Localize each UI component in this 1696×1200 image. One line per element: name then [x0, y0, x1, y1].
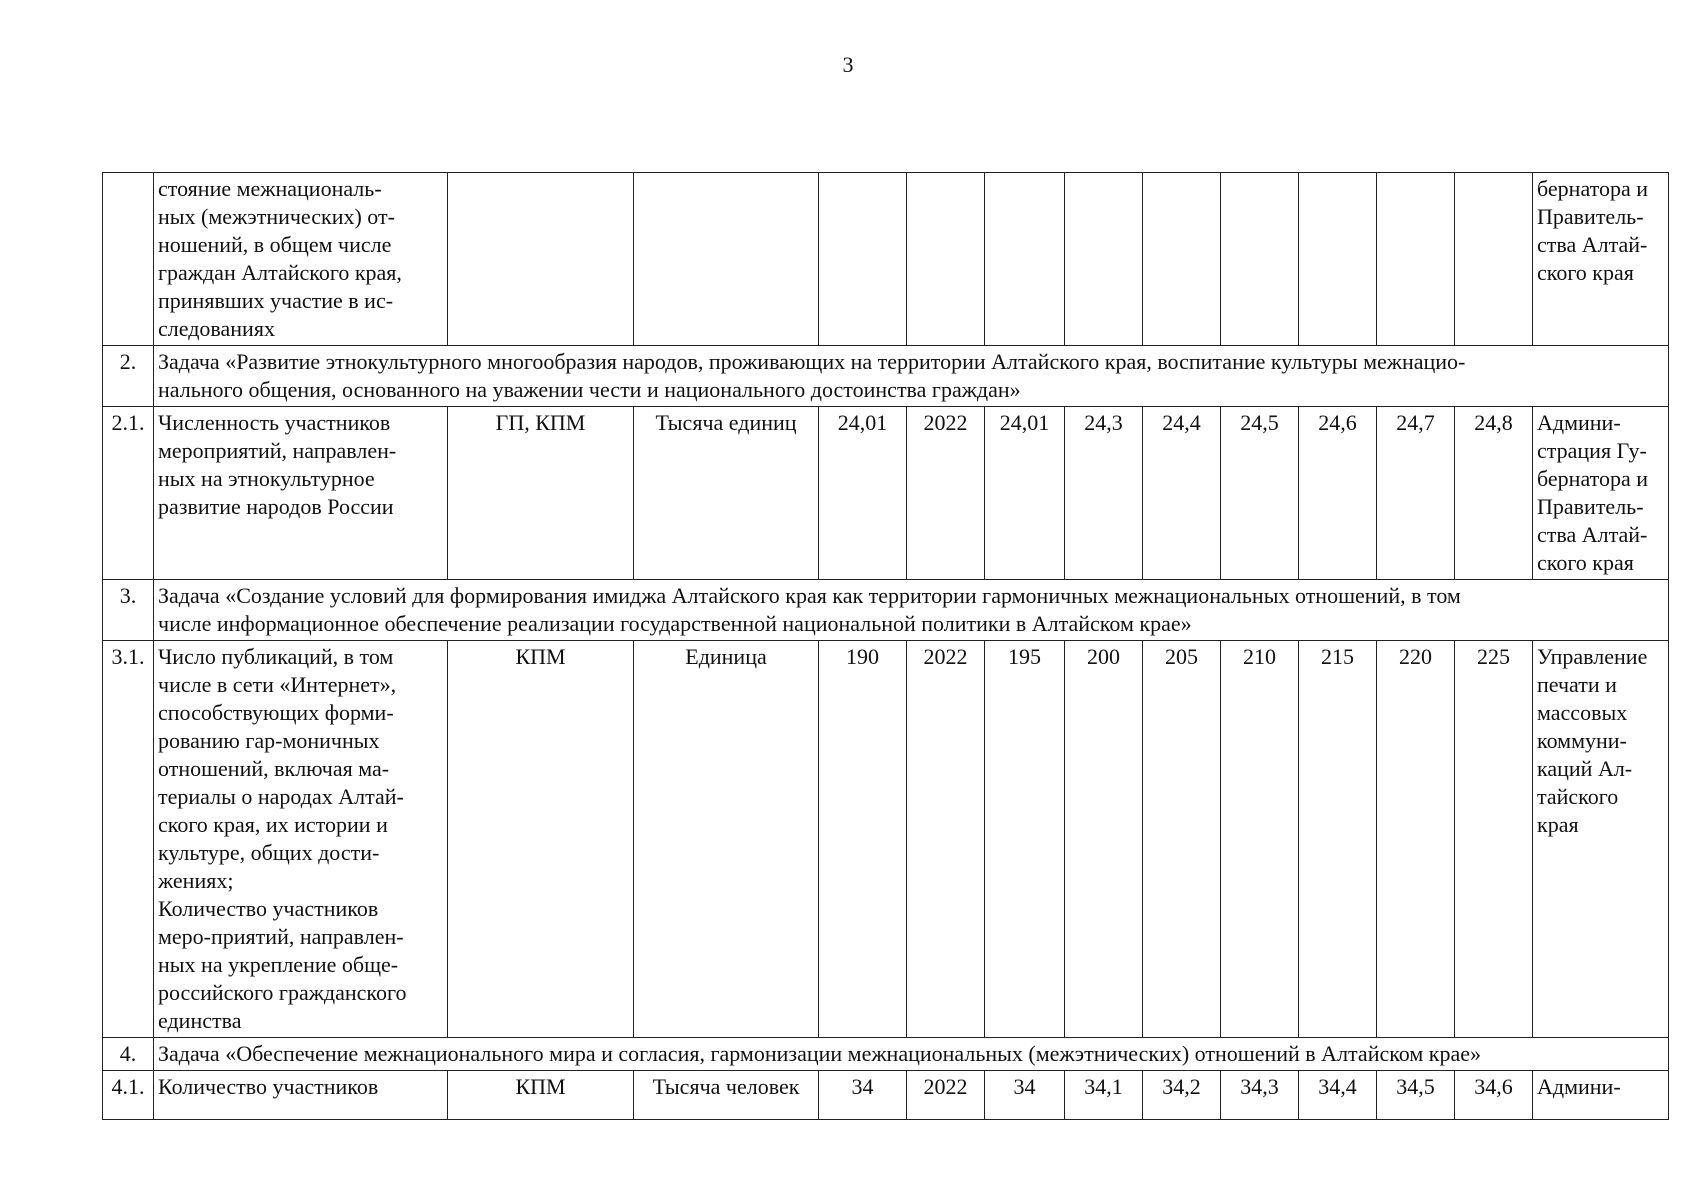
row-number: 3.1.: [103, 641, 154, 1038]
value-cell: [1377, 173, 1455, 346]
value-cell: 225: [1455, 641, 1533, 1038]
value-cell: 24,01: [985, 407, 1065, 580]
value-cell: 34,5: [1377, 1071, 1455, 1120]
task-number: 4.: [103, 1038, 154, 1071]
responsible-cell: бернатора и Правитель- ства Алтай- ского края: [1533, 173, 1669, 346]
value-cell: 210: [1221, 641, 1299, 1038]
task-row-2: [103, 346, 1669, 407]
value-cell: [1221, 173, 1299, 346]
row-number: 4.1.: [103, 1071, 154, 1120]
task-title: Задача «Развитие этнокультурного многообразия народов, проживающих на территории Алтайского края, воспитание культуры межнацио- нального общения, основанного на уважении чести и национального достоинства граждан»: [154, 346, 1669, 407]
indicators-table: [102, 172, 1669, 1120]
value-cell: [1143, 173, 1221, 346]
base-year-cell: 2022: [907, 407, 985, 580]
value-cell: 24,7: [1377, 407, 1455, 580]
value-cell: 195: [985, 641, 1065, 1038]
value-cell: 34,1: [1065, 1071, 1143, 1120]
value-cell: 34,3: [1221, 1071, 1299, 1120]
value-cell: 24,8: [1455, 407, 1533, 580]
source-cell: ГП, КПМ: [448, 407, 634, 580]
value-cell: [985, 173, 1065, 346]
value-cell: 205: [1143, 641, 1221, 1038]
unit-cell: Единица: [634, 641, 819, 1038]
table-row-3-1: [103, 641, 1669, 1038]
source-cell: КПМ: [448, 641, 634, 1038]
task-number: 3.: [103, 580, 154, 641]
responsible-cell: Админи-: [1533, 1071, 1669, 1120]
num-cell: [103, 173, 154, 346]
value-cell: 24,4: [1143, 407, 1221, 580]
task-number: 2.: [103, 346, 154, 407]
value-cell: [1065, 173, 1143, 346]
unit-cell: Тысяча единиц: [634, 407, 819, 580]
value-cell: 24,3: [1065, 407, 1143, 580]
base-value-cell: [819, 173, 907, 346]
base-value-cell: 24,01: [819, 407, 907, 580]
row-number: 2.1.: [103, 407, 154, 580]
unit-cell: [634, 173, 819, 346]
indicator-description: Численность участников мероприятий, направлен- ных на этнокультурное развитие народов России: [154, 407, 448, 580]
base-year-cell: 2022: [907, 641, 985, 1038]
value-cell: 34,6: [1455, 1071, 1533, 1120]
source-cell: [448, 173, 634, 346]
table-row-4-1: [103, 1071, 1669, 1120]
base-value-cell: 34: [819, 1071, 907, 1120]
value-cell: 34,2: [1143, 1071, 1221, 1120]
unit-cell: Тысяча человек: [634, 1071, 819, 1120]
value-cell: 24,6: [1299, 407, 1377, 580]
base-year-cell: 2022: [907, 1071, 985, 1120]
value-cell: 24,5: [1221, 407, 1299, 580]
value-cell: 34,4: [1299, 1071, 1377, 1120]
source-cell: КПМ: [448, 1071, 634, 1120]
table-row-continuation: [103, 173, 1669, 346]
value-cell: 220: [1377, 641, 1455, 1038]
task-title: Задача «Обеспечение межнационального мира и согласия, гармонизации межнациональных (межэтнических) отношений в Алтайском крае»: [154, 1038, 1669, 1071]
page-number: 3: [842, 52, 854, 77]
indicator-description: стояние межнациональ- ных (межэтнических) от- ношений, в общем числе граждан Алтайского края, принявших участие в ис- следованиях: [154, 173, 448, 346]
indicator-description: Число публикаций, в том числе в сети «Интернет», способствующих форми- рованию гар-моничных отношений, включая ма- териалы о народах Алтай- ского края, их истории и культуре, общих дости- жениях; Количество участников меро-приятий, направлен- ных на укрепление обще- российского гражданского единства: [154, 641, 448, 1038]
table-row-2-1: [103, 407, 1669, 580]
task-row-4: [103, 1038, 1669, 1071]
value-cell: 34: [985, 1071, 1065, 1120]
base-value-cell: 190: [819, 641, 907, 1038]
responsible-cell: Управление печати и массовых коммуни- каций Ал- тайского края: [1533, 641, 1669, 1038]
value-cell: 215: [1299, 641, 1377, 1038]
indicator-description: Количество участников: [154, 1071, 448, 1120]
task-row-3: [103, 580, 1669, 641]
value-cell: 200: [1065, 641, 1143, 1038]
base-year-cell: [907, 173, 985, 346]
value-cell: [1455, 173, 1533, 346]
responsible-cell: Админи- страция Гу- бернатора и Правитель- ства Алтай- ского края: [1533, 407, 1669, 580]
task-title: Задача «Создание условий для формирования имиджа Алтайского края как территории гармоничных межнациональных отношений, в том числе информационное обеспечение реализации государственной национальной политики в Алтайском крае»: [154, 580, 1669, 641]
value-cell: [1299, 173, 1377, 346]
